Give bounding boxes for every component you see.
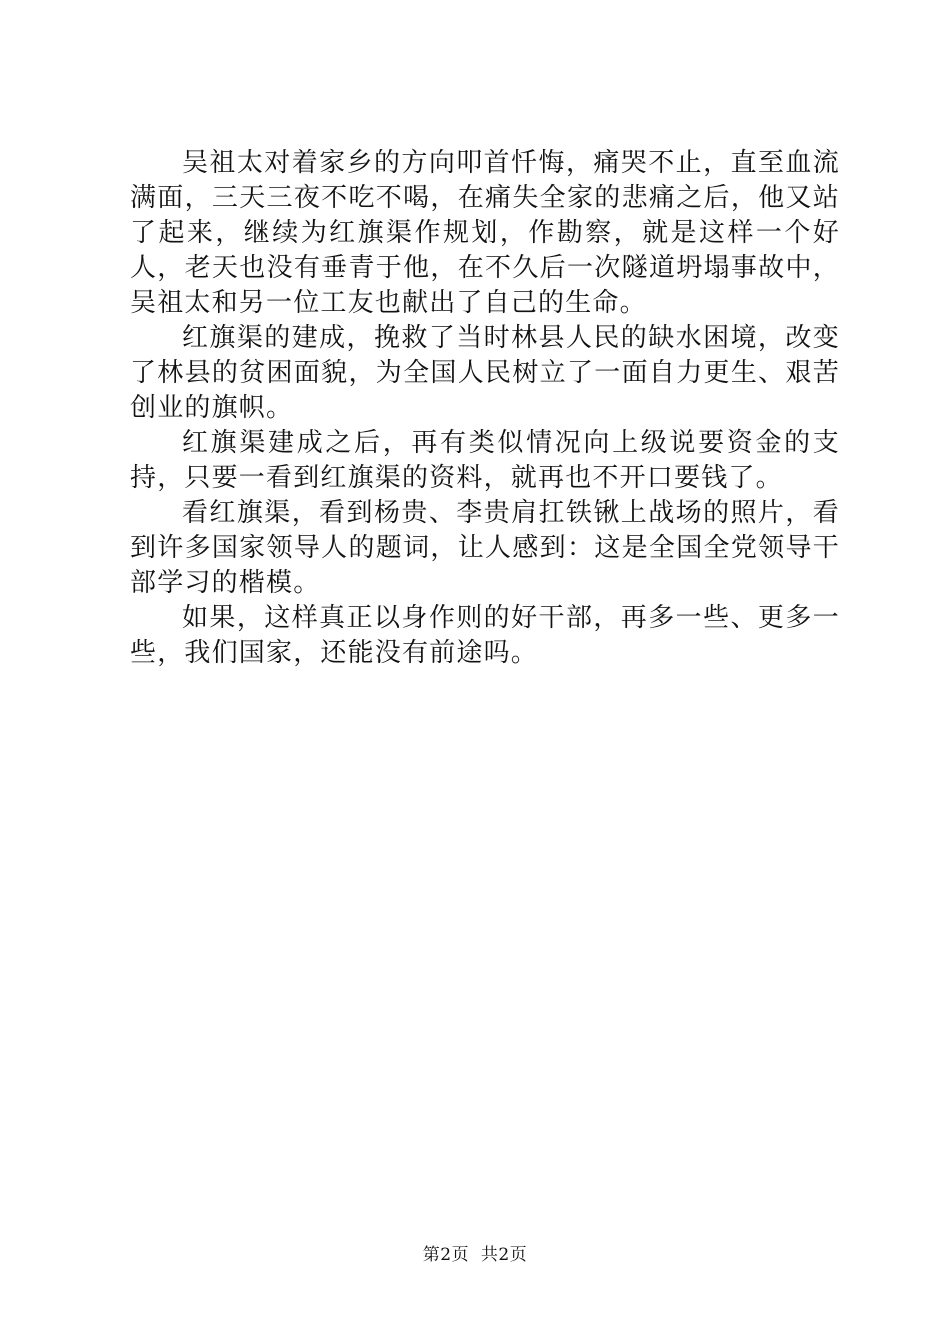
paragraph-2: 红旗渠的建成，挽救了当时林县人民的缺水困境，改变了林县的贫困面貌，为全国人民树立了一面自力更生、艰苦创业的旗帜。 xyxy=(130,323,840,423)
paragraph-4: 看红旗渠，看到杨贵、李贵肩扛铁锹上战场的照片，看到许多国家领导人的题词，让人感到：这是全国全党领导干部学习的楷模。 xyxy=(130,498,840,598)
page-footer: 第2页 共2页 xyxy=(422,1245,528,1265)
paragraph-5: 如果，这样真正以身作则的好干部，再多一些、更多一些，我们国家，还能没有前途吗。 xyxy=(130,603,840,668)
paragraph-1: 吴祖太对着家乡的方向叩首忏悔，痛哭不止，直至血流满面，三天三夜不吃不喝，在痛失全家的悲痛之后，他又站了起来，继续为红旗渠作规划，作勘察，就是这样一个好人，老天也没有垂青于他，在不久后一次隧道坍塌事故中，吴祖太和另一位工友也献出了自己的生命。 xyxy=(130,148,840,318)
document-body xyxy=(130,146,840,671)
paragraph-3: 红旗渠建成之后，再有类似情况向上级说要资金的支持，只要一看到红旗渠的资料，就再也不开口要钱了。 xyxy=(130,428,840,493)
